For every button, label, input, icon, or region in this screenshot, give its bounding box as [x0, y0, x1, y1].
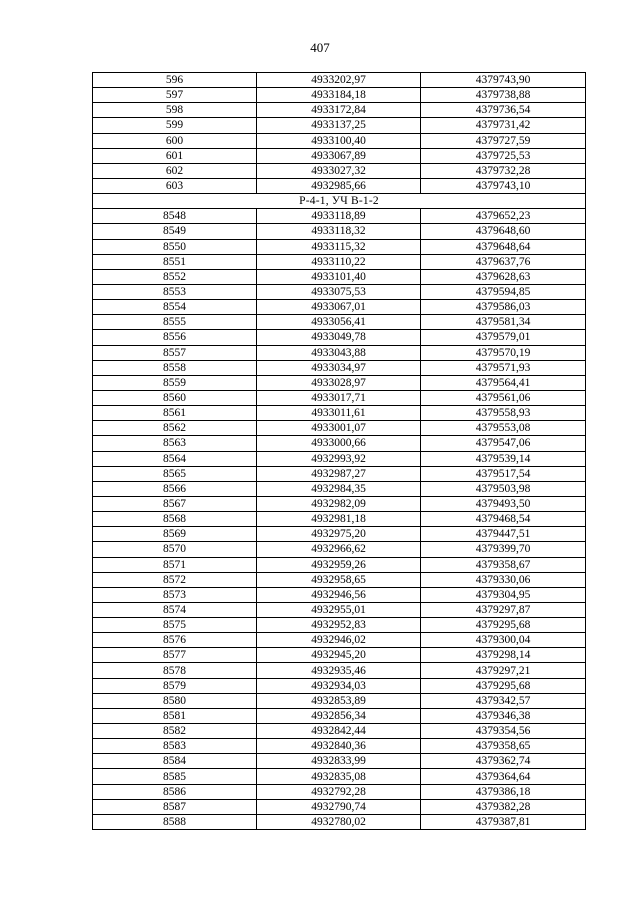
- point-number: 8568: [93, 512, 257, 527]
- coord-y: 4379736,54: [421, 103, 586, 118]
- coord-x: 4932833,99: [257, 754, 421, 769]
- coord-y: 4379354,56: [421, 724, 586, 739]
- table-row: [93, 421, 586, 436]
- table-row: [93, 542, 586, 557]
- coord-x: 4933118,32: [257, 224, 421, 239]
- table-row: [93, 178, 586, 193]
- table-row: [93, 648, 586, 663]
- page-number: 407: [310, 40, 330, 55]
- coord-x: 4933017,71: [257, 390, 421, 405]
- coord-y: 4379295,68: [421, 678, 586, 693]
- table-row: [93, 587, 586, 602]
- coord-x: 4932790,74: [257, 799, 421, 814]
- point-number: 8548: [93, 209, 257, 224]
- coord-x: 4932945,20: [257, 648, 421, 663]
- table-row: [93, 209, 586, 224]
- coord-y: 4379382,28: [421, 799, 586, 814]
- coord-y: 4379539,14: [421, 451, 586, 466]
- table-row: [93, 481, 586, 496]
- point-number: 8551: [93, 254, 257, 269]
- point-number: 597: [93, 88, 257, 103]
- table-row: [93, 118, 586, 133]
- coord-y: 4379586,03: [421, 300, 586, 315]
- coord-y: 4379564,41: [421, 375, 586, 390]
- coord-x: 4933067,89: [257, 148, 421, 163]
- point-number: 8549: [93, 224, 257, 239]
- coord-x: 4932984,35: [257, 481, 421, 496]
- point-number: 8583: [93, 739, 257, 754]
- point-number: 596: [93, 73, 257, 88]
- coord-x: 4933075,53: [257, 284, 421, 299]
- coord-y: 4379447,51: [421, 527, 586, 542]
- point-number: 8578: [93, 663, 257, 678]
- point-number: 8582: [93, 724, 257, 739]
- coord-y: 4379298,14: [421, 648, 586, 663]
- coord-x: 4932993,92: [257, 451, 421, 466]
- coord-y: 4379399,70: [421, 542, 586, 557]
- coord-x: 4932952,83: [257, 618, 421, 633]
- coord-y: 4379652,23: [421, 209, 586, 224]
- coord-y: 4379571,93: [421, 360, 586, 375]
- coord-x: 4933137,25: [257, 118, 421, 133]
- point-number: 8561: [93, 406, 257, 421]
- point-number: 8553: [93, 284, 257, 299]
- coord-y: 4379358,65: [421, 739, 586, 754]
- table-row: [93, 618, 586, 633]
- coord-x: 4933202,97: [257, 73, 421, 88]
- coord-y: 4379547,06: [421, 436, 586, 451]
- coord-x: 4932981,18: [257, 512, 421, 527]
- coord-y: 4379731,42: [421, 118, 586, 133]
- table-row: [93, 708, 586, 723]
- coord-x: 4932955,01: [257, 602, 421, 617]
- table-row: [93, 345, 586, 360]
- point-number: 598: [93, 103, 257, 118]
- table-row: [93, 406, 586, 421]
- point-number: 8580: [93, 693, 257, 708]
- point-number: 8573: [93, 587, 257, 602]
- table-row: [93, 739, 586, 754]
- section-header: [93, 194, 586, 209]
- coord-y: 4379581,34: [421, 315, 586, 330]
- point-number: 8555: [93, 315, 257, 330]
- table-row: [93, 224, 586, 239]
- table-row: [93, 148, 586, 163]
- coord-y: 4379637,76: [421, 254, 586, 269]
- coord-x: 4932982,09: [257, 496, 421, 511]
- coord-y: 4379330,06: [421, 572, 586, 587]
- table-row: [93, 663, 586, 678]
- table-row: [93, 451, 586, 466]
- table-row: [93, 436, 586, 451]
- table-row: [93, 300, 586, 315]
- coord-y: 4379364,64: [421, 769, 586, 784]
- coord-y: 4379468,54: [421, 512, 586, 527]
- table-row: [93, 133, 586, 148]
- point-number: 601: [93, 148, 257, 163]
- coord-y: 4379300,04: [421, 633, 586, 648]
- point-number: 599: [93, 118, 257, 133]
- point-number: 8570: [93, 542, 257, 557]
- coord-x: 4932835,08: [257, 769, 421, 784]
- point-number: 8550: [93, 239, 257, 254]
- table-row: [93, 360, 586, 375]
- coord-x: 4932853,89: [257, 693, 421, 708]
- coord-x: 4933001,07: [257, 421, 421, 436]
- table-row: [93, 163, 586, 178]
- table-row: [93, 754, 586, 769]
- coord-x: 4932985,66: [257, 178, 421, 193]
- point-number: 8576: [93, 633, 257, 648]
- coord-x: 4932946,56: [257, 587, 421, 602]
- point-number: 8575: [93, 618, 257, 633]
- point-number: 8558: [93, 360, 257, 375]
- coord-y: 4379297,21: [421, 663, 586, 678]
- coord-y: 4379358,67: [421, 557, 586, 572]
- coord-x: 4932966,62: [257, 542, 421, 557]
- table-row: [93, 254, 586, 269]
- table-body-before-section: [93, 73, 586, 194]
- coord-x: 4932842,44: [257, 724, 421, 739]
- table-row: [93, 678, 586, 693]
- table-row: [93, 466, 586, 481]
- section-header-row: [93, 194, 586, 209]
- coord-y: 4379503,98: [421, 481, 586, 496]
- table-row: [93, 88, 586, 103]
- point-number: 8563: [93, 436, 257, 451]
- point-number: 8581: [93, 708, 257, 723]
- table-row: [93, 496, 586, 511]
- table-row: [93, 512, 586, 527]
- table-row: [93, 693, 586, 708]
- point-number: 8557: [93, 345, 257, 360]
- coord-x: 4932987,27: [257, 466, 421, 481]
- point-number: 8566: [93, 481, 257, 496]
- table-row: [93, 724, 586, 739]
- point-number: 8560: [93, 390, 257, 405]
- coord-x: 4932935,46: [257, 663, 421, 678]
- table-row: [93, 284, 586, 299]
- coord-x: 4932856,34: [257, 708, 421, 723]
- coord-x: 4933115,32: [257, 239, 421, 254]
- coord-y: 4379386,18: [421, 784, 586, 799]
- point-number: 8585: [93, 769, 257, 784]
- section-title: Р-4-1, УЧ В-1-2: [93, 194, 586, 209]
- coord-y: 4379342,57: [421, 693, 586, 708]
- coord-x: 4933056,41: [257, 315, 421, 330]
- coord-x: 4933110,22: [257, 254, 421, 269]
- table-row: [93, 330, 586, 345]
- table-row: [93, 769, 586, 784]
- coord-y: 4379570,19: [421, 345, 586, 360]
- table-row: [93, 814, 586, 829]
- coord-y: 4379493,50: [421, 496, 586, 511]
- point-number: 600: [93, 133, 257, 148]
- coord-y: 4379725,53: [421, 148, 586, 163]
- point-number: 8588: [93, 814, 257, 829]
- coord-y: 4379304,95: [421, 587, 586, 602]
- point-number: 8584: [93, 754, 257, 769]
- coord-x: 4933172,84: [257, 103, 421, 118]
- point-number: 8569: [93, 527, 257, 542]
- point-number: 8565: [93, 466, 257, 481]
- table-row: [93, 784, 586, 799]
- coord-x: 4933101,40: [257, 269, 421, 284]
- table-row: [93, 239, 586, 254]
- coord-x: 4932946,02: [257, 633, 421, 648]
- coord-y: 4379387,81: [421, 814, 586, 829]
- point-number: 602: [93, 163, 257, 178]
- point-number: 8554: [93, 300, 257, 315]
- point-number: 8574: [93, 602, 257, 617]
- coord-x: 4932958,65: [257, 572, 421, 587]
- coord-y: 4379517,54: [421, 466, 586, 481]
- table-row: [93, 315, 586, 330]
- table-row: [93, 633, 586, 648]
- coord-y: 4379648,60: [421, 224, 586, 239]
- coord-y: 4379362,74: [421, 754, 586, 769]
- table-row: [93, 269, 586, 284]
- coord-y: 4379648,64: [421, 239, 586, 254]
- table-row: [93, 390, 586, 405]
- coord-x: 4932975,20: [257, 527, 421, 542]
- table-row: [93, 73, 586, 88]
- coord-x: 4933034,97: [257, 360, 421, 375]
- point-number: 8571: [93, 557, 257, 572]
- coord-y: 4379628,63: [421, 269, 586, 284]
- table-row: [93, 602, 586, 617]
- coord-y: 4379558,93: [421, 406, 586, 421]
- coord-y: 4379579,01: [421, 330, 586, 345]
- coord-y: 4379594,85: [421, 284, 586, 299]
- point-number: 8567: [93, 496, 257, 511]
- coord-x: 4933118,89: [257, 209, 421, 224]
- coord-x: 4932840,36: [257, 739, 421, 754]
- point-number: 603: [93, 178, 257, 193]
- coord-x: 4933000,66: [257, 436, 421, 451]
- coord-y: 4379553,08: [421, 421, 586, 436]
- table-row: [93, 799, 586, 814]
- point-number: 8564: [93, 451, 257, 466]
- point-number: 8559: [93, 375, 257, 390]
- coord-x: 4932934,03: [257, 678, 421, 693]
- coord-y: 4379346,38: [421, 708, 586, 723]
- coord-x: 4933043,88: [257, 345, 421, 360]
- table-row: [93, 572, 586, 587]
- coord-x: 4933100,40: [257, 133, 421, 148]
- point-number: 8579: [93, 678, 257, 693]
- coord-x: 4932792,28: [257, 784, 421, 799]
- coord-y: 4379295,68: [421, 618, 586, 633]
- coord-y: 4379297,87: [421, 602, 586, 617]
- coord-y: 4379727,59: [421, 133, 586, 148]
- table-row: [93, 527, 586, 542]
- coord-x: 4933067,01: [257, 300, 421, 315]
- coord-y: 4379738,88: [421, 88, 586, 103]
- coord-y: 4379732,28: [421, 163, 586, 178]
- table-row: [93, 103, 586, 118]
- point-number: 8586: [93, 784, 257, 799]
- coord-x: 4933184,18: [257, 88, 421, 103]
- point-number: 8552: [93, 269, 257, 284]
- point-number: 8587: [93, 799, 257, 814]
- coord-x: 4933027,32: [257, 163, 421, 178]
- coord-y: 4379561,06: [421, 390, 586, 405]
- coord-x: 4932959,26: [257, 557, 421, 572]
- table-row: [93, 557, 586, 572]
- point-number: 8556: [93, 330, 257, 345]
- point-number: 8562: [93, 421, 257, 436]
- coord-x: 4932780,02: [257, 814, 421, 829]
- coord-x: 4933028,97: [257, 375, 421, 390]
- table-row: [93, 375, 586, 390]
- coord-y: 4379743,90: [421, 73, 586, 88]
- point-number: 8577: [93, 648, 257, 663]
- table-body-after-section: [93, 209, 586, 830]
- coord-x: 4933011,61: [257, 406, 421, 421]
- coord-x: 4933049,78: [257, 330, 421, 345]
- coord-y: 4379743,10: [421, 178, 586, 193]
- point-number: 8572: [93, 572, 257, 587]
- coordinates-table: [92, 72, 586, 830]
